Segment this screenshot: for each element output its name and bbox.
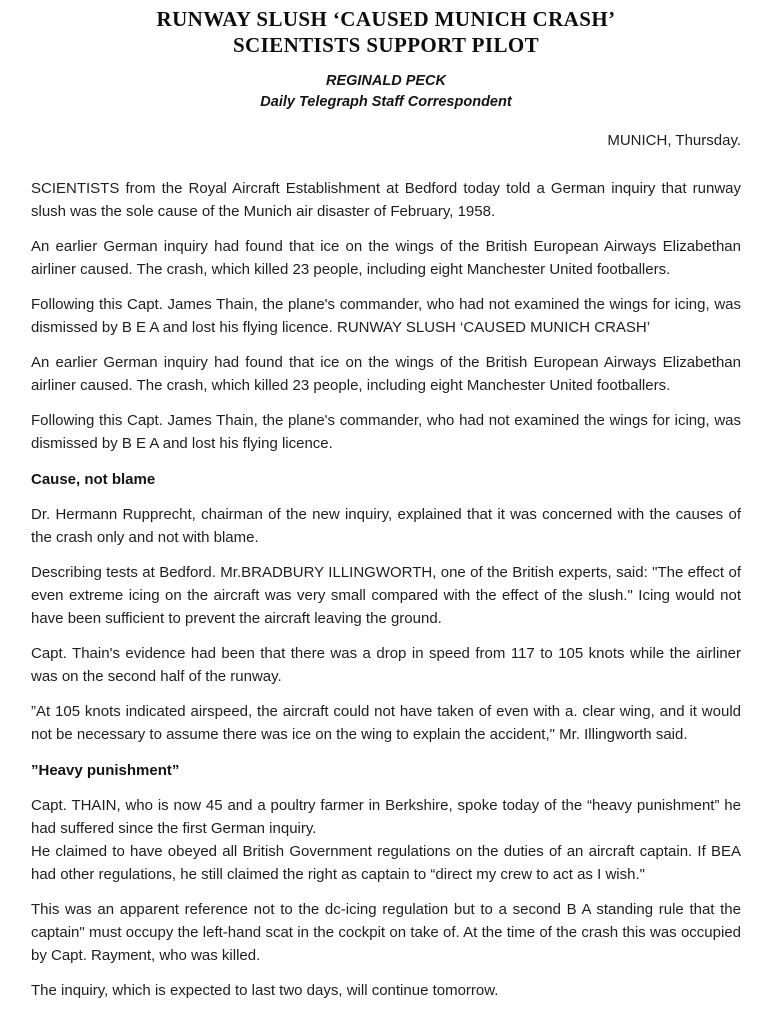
article-paragraph: This was an apparent reference not to the dc-icing regulation but to a second B A standing rule that the captain" must occupy the left-hand scat in the cockpit on take of. At the time of the crash this was occupied by Capt. Rayment, who was killed.: [31, 901, 741, 964]
article-body: [31, 177, 741, 1002]
article-paragraph: ”At 105 knots indicated airspeed, the aircraft could not have taken of even with a. clear wing, and it would not be necessary to assume there was ice on the wing to explain the accident," Mr. Illingworth said.: [31, 703, 741, 743]
article-paragraph: Following this Capt. James Thain, the plane's commander, who had not examined the wings for icing, was dismissed by B E A and lost his flying licence.: [31, 412, 741, 452]
section-heading: ”Heavy punishment”: [31, 762, 180, 779]
article-paragraph: Capt. THAIN, who is now 45 and a poultry farmer in Berkshire, spoke today of the “heavy punishment” he had suffered since the first German inquiry.: [31, 797, 741, 837]
byline-author: REGINALD PECK: [325, 73, 447, 89]
article-paragraph: Capt. Thain's evidence had been that there was a drop in speed from 117 to 105 knots while the airliner was on the second half of the runway.: [31, 645, 741, 685]
article-paragraph: Dr. Hermann Rupprecht, chairman of the new inquiry, explained that it was concerned with the causes of the crash only and not with blame.: [31, 506, 741, 546]
article-paragraph: An earlier German inquiry had found that ice on the wings of the British European Airways Elizabethan airliner caused. The crash, which killed 23 people, including eight Manchester United footballers.: [31, 238, 741, 278]
dateline: MUNICH, Thursday.: [607, 132, 741, 149]
article-paragraph: Following this Capt. James Thain, the plane's commander, who had not examined the wings for icing, was dismissed by B E A and lost his flying licence. RUNWAY SLUSH ‘CAUSED MUNICH CRASH’: [31, 296, 741, 336]
article-paragraph: Describing tests at Bedford. Mr.BRADBURY ILLINGWORTH, one of the British experts, said: "The effect of even extreme icing on the aircraft was very small compared with the effect of the slush." Icing would not have been sufficient to prevent the aircraft leaving the ground.: [31, 564, 741, 627]
article-headline: [31, 6, 741, 58]
article-paragraph: He claimed to have obeyed all British Government regulations on the duties of an aircraft captain. If BEA had other regulations, he still claimed the right as captain to “direct my crew to act as I wish.": [31, 843, 741, 883]
headline-line-2: SCIENTISTS SUPPORT PILOT: [232, 33, 540, 57]
article-paragraph: An earlier German inquiry had found that ice on the wings of the British European Airways Elizabethan airliner caused. The crash, which killed 23 people, including eight Manchester United footballers.: [31, 354, 741, 394]
byline-role: Daily Telegraph Staff Correspondent: [260, 94, 512, 110]
byline: [31, 71, 741, 113]
headline-line-1: RUNWAY SLUSH ‘CAUSED MUNICH CRASH’: [156, 7, 616, 31]
article-paragraph: SCIENTISTS from the Royal Aircraft Establishment at Bedford today told a German inquiry that runway slush was the sole cause of the Munich air disaster of February, 1958.: [31, 180, 741, 220]
article-paragraph: The inquiry, which is expected to last two days, will continue tomorrow.: [31, 982, 499, 999]
section-heading: Cause, not blame: [31, 471, 156, 488]
